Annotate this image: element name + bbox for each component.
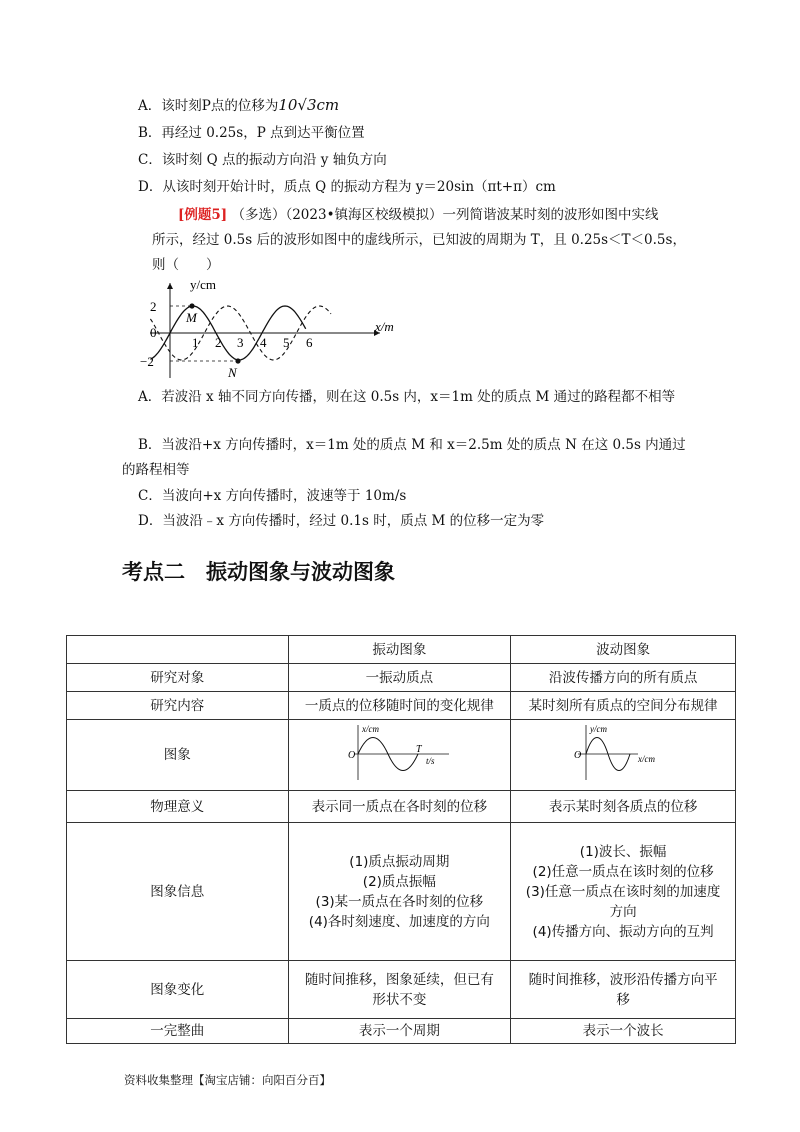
- option-c-prev: C．该时刻 Q 点的振动方向沿 y 轴负方向: [138, 152, 387, 168]
- table-row: 图象 x/cm O T t/s y/cm O x/cm: [67, 720, 736, 791]
- fig-xtick-6: 6: [306, 335, 313, 350]
- header-vibration: 振动图象: [288, 636, 511, 664]
- svg-text:y/cm: y/cm: [590, 724, 608, 734]
- option-a: A．若波沿 x 轴不同方向传播，则在这 0.5s 内，x＝1m 处的质点 M 通过的路程都不相等: [138, 389, 676, 405]
- point-m-dot: [189, 303, 194, 308]
- header-wave: 波动图象: [511, 636, 736, 664]
- table-row: 物理意义 表示同一质点在各时刻的位移 表示某时刻各质点的位移: [67, 791, 736, 823]
- example5-line3: 则（ ）: [152, 257, 220, 273]
- vibration-graph-cell: [288, 720, 511, 791]
- option-d: D．当波沿﹣x 方向传播时，经过 0.1s 时，质点 M 的位移一定为零: [138, 513, 545, 529]
- option-a-math: 10√3cm: [278, 96, 340, 114]
- fig-xtick-1: 1: [192, 335, 199, 350]
- table-header-row: [67, 636, 736, 664]
- comparison-table: [66, 635, 736, 1044]
- fig-xtick-2: 2: [215, 335, 222, 350]
- table-row: 图象变化 随时间推移，图象延续，但已有 形状不变 随时间推移，波形沿传播方向平 移: [67, 961, 736, 1019]
- svg-text:x/cm: x/cm: [362, 724, 380, 734]
- option-b-line1: B．当波沿+x 方向传播时，x＝1m 处的质点 M 和 x＝2.5m 处的质点 N 在这 0.5s 内通过: [138, 437, 686, 453]
- svg-text:O: O: [348, 750, 356, 761]
- option-b-line2: 的路程相等: [122, 462, 190, 478]
- example5-line2: 所示，经过 0.5s 后的波形如图中的虚线所示，已知波的周期为 T，且 0.25s＜T＜0.5s，: [152, 232, 686, 248]
- section-title: 考点二 振动图象与波动图象: [122, 560, 395, 584]
- fig-label-n: N: [228, 365, 237, 380]
- table-row: 图象信息 (1)质点振动周期 (2)质点振幅 (3)某一质点在各时刻的位移 (4)各时刻速度、加速度的方向 (1)波长、振幅 (2)任意一质点在该时刻的位移 (3)任意一质点在该时刻的加速度 方向 (4)传播方向、振动方向的互判: [67, 823, 736, 961]
- wave-graph-cell: [511, 720, 736, 791]
- footer-text: 资料收集整理【淘宝店铺：向阳百分百】: [124, 1073, 331, 1087]
- option-a-prev: A．该时刻P点的位移为10√3cm: [138, 96, 340, 114]
- svg-text:T: T: [416, 744, 422, 755]
- fig-y-label: y/cm: [190, 278, 216, 292]
- fig-ytick-0: 0: [150, 325, 157, 340]
- option-c: C．当波向+x 方向传播时，波速等于 10m/s: [138, 488, 407, 504]
- fig-ytick-neg2: −2: [140, 354, 154, 369]
- table-row: 一完整曲 表示一个周期 表示一个波长: [67, 1019, 736, 1044]
- fig-xtick-3: 3: [237, 335, 244, 350]
- option-b-prev: B．再经过 0.25s，P 点到达平衡位置: [138, 125, 365, 141]
- point-n-dot: [235, 358, 240, 363]
- vibration-graph: [344, 722, 454, 782]
- table-row: 研究对象 一振动质点 沿波传播方向的所有质点: [67, 664, 736, 692]
- fig-label-m: M: [186, 310, 197, 325]
- fig-ytick-2: 2: [150, 299, 157, 314]
- wave-graph: [568, 722, 678, 782]
- svg-text:t/s: t/s: [426, 756, 435, 766]
- fig-x-label: x/m: [375, 319, 394, 334]
- fig-xtick-4: 4: [260, 335, 267, 350]
- header-blank: [67, 636, 289, 664]
- example-label: [例题5]: [178, 207, 228, 223]
- example5-line1: [例题5] （多选）（2023•镇海区校级模拟）一列简谐波某时刻的波形如图中实线: [178, 207, 659, 223]
- wave-figure: [130, 278, 410, 382]
- fig-xtick-5: 5: [283, 335, 290, 350]
- svg-text:x/cm: x/cm: [638, 754, 656, 764]
- svg-text:O: O: [574, 750, 582, 761]
- option-d-prev: D．从该时刻开始计时，质点 Q 的振动方程为 y＝20sin（πt+π）cm: [138, 179, 556, 195]
- table-row: 研究内容 一质点的位移随时间的变化规律 某时刻所有质点的空间分布规律: [67, 692, 736, 720]
